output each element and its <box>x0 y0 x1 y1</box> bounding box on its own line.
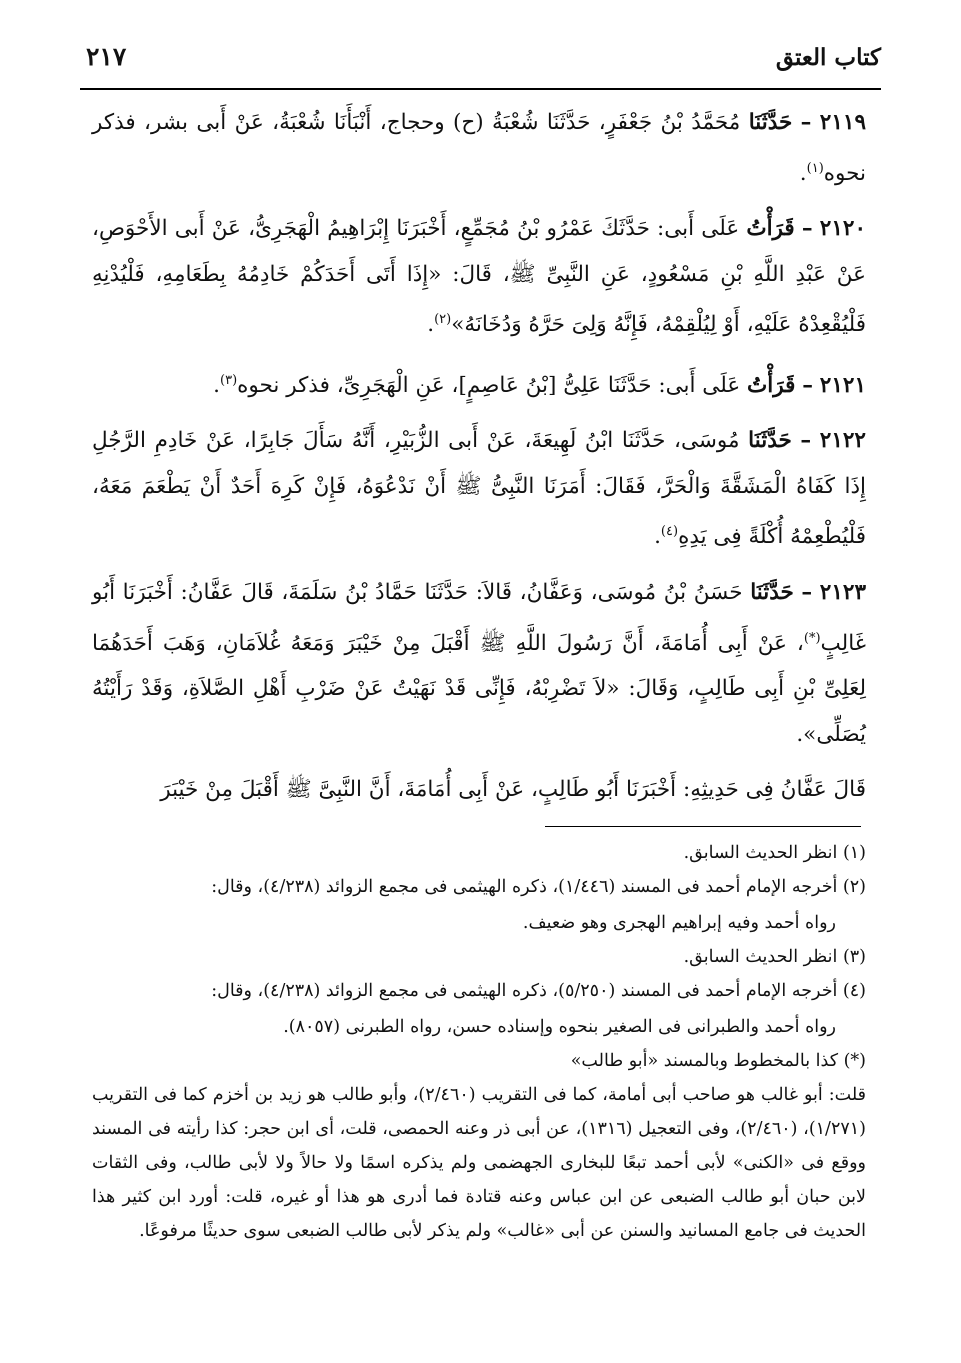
hadith-2123 <box>92 570 866 757</box>
commentary: قلت: أبو غالب هو صاحب أبى أمامة، كما فى التقريب (٢/٤٦٠)، وأبو طالب هو زيد بن أخزم كما فى التقريب (١/٢٧١)، (٢/٤٦٠)، وفى التعجيل (١٣١٦)، عن أبى ذر وعنه الحمصى، قلت، أى ابن حجر: كذا رأيته فى المسند ووقع فى «الكنى» لأبى أحمد تبعًا للبخارى الجهضمى ولم يذكره اسمًا ولا حالاً ولا لأبى طالب، وفى الثقات لابن حبان أبو طالب الضبعى عن ابن عباس وعنه قتادة فما أدرى هو هذا أو غيره، قلت: أورد ابن كثير هذا الحديث فى جامع المسانيد والسنن عن أبى «غالب» ولم يذكر لأبى طالب الضبعى سوى حديثًا مرفوعًا. <box>92 1085 866 1241</box>
footnotes <box>92 836 866 1248</box>
hadith-tail: . <box>654 524 661 550</box>
dash: – <box>801 216 813 242</box>
footnote-ref: (٢) <box>434 312 452 328</box>
footnote-2: (٢) أخرجه الإمام أحمد فى المسند (١/٤٤٦)، ذكره الهيثمى فى مجمع الزوائد (٤/٢٣٨)، وقال: <box>211 877 866 897</box>
hadith-2122 <box>92 418 866 560</box>
hadith-number: ٢١٢٢ <box>819 428 866 454</box>
hadith-text: حَسَنُ بْنُ مُوسَى، وَعَفَّانُ، قَالاَ: حَدَّثَنَا حَمَّادُ بْنُ سَلَمَةَ، قَالَ عَفَّانُ: أَخْبَرَنَا أَبُو غَالِبٍ <box>92 580 866 656</box>
hadith-tail: ، عَنْ أَبِى أُمَامَةَ، أَنَّ رَسُولَ اللَّهِ ﷺ أَقْبَلَ مِنْ خَيْبَرَ وَمَعَهُ غُلاَمَانِ، وَهَبَ أَحَدَهُمَا لِعَلِىِّ بْنِ أَبِى طَالِبٍ، وَقَالَ: «لاَ تَضْرِبْهُ، فَإِنِّى قَدْ نَهَيْتُ عَنْ ضَرْبِ أَهْلِ الصَّلاَةِ، وَقَدْ رَأَيْتُهُ يُصَلِّى». <box>92 630 866 747</box>
dash: – <box>801 580 813 606</box>
header-rule <box>80 88 881 90</box>
hadith-tail: . <box>799 160 807 186</box>
hadith-lead: قَرَأْتُ <box>746 216 795 242</box>
hadith-continuation: قَالَ عَفَّانُ فِى حَدِيثِهِ: أَخْبَرَنَا أَبُو طَالِبٍ، عَنْ أَبِى أُمَامَةَ، أَنَّ النَّبِىَّ ﷺ أَقْبَلَ مِنْ خَيْبَرَ <box>160 777 866 803</box>
footnote-ref: (١) <box>806 160 824 176</box>
footnote-1: (١) انظر الحديث السابق. <box>683 843 866 863</box>
dash: – <box>800 110 812 135</box>
footnote-star: (*) كذا بالمخطوط وبالمسند «أبو طالب» <box>570 1051 866 1071</box>
main-text <box>92 100 866 823</box>
dash: – <box>802 372 813 398</box>
hadith-number: ٢١٢٣ <box>819 580 866 606</box>
footnote-4-note: رواه أحمد والطبرانى فى الصغير بنحوه وإسناده حسن، رواه الطبرنى (٨٠٥٧). <box>283 1017 836 1037</box>
hadith-2121 <box>92 358 866 409</box>
footnote-separator <box>545 826 861 827</box>
hadith-text: مُوسَى، حَدَّثَنَا ابْنُ لَهِيعَةَ، عَنْ أَبى الزُّبَيْرِ، أَنَّهُ سَأَلَ جَابِرًا، عَنْ خَادِمِ الرَّجُلِ إِذَا كَفَاهُ الْمَشَقَّةَ وَالْحَرَّ، فَقَالَ: أَمَرَنَا النَّبِىُّ ﷺ أَنْ نَدْعُوَهُ، فَإِنْ كَرِهَ أَحَدٌ أَنْ يَطْعَمَ مَعَهُ، فَلْيُطْعِمْهُ أُكْلَةً فِى يَدِهِ <box>92 428 866 550</box>
dash: – <box>800 428 812 454</box>
footnote-3: (٣) انظر الحديث السابق. <box>683 947 866 967</box>
footnote-4: (٤) أخرجه الإمام أحمد فى المسند (٥/٢٥٠)، ذكره الهيثمى فى مجمع الزوائد (٤/٢٣٨)، وقال: <box>211 981 866 1001</box>
page-number: ٢١٧ <box>86 42 127 71</box>
hadith-lead: حَدَّثَنَا <box>748 428 792 454</box>
hadith-lead: حَدَّثَنَا <box>750 580 794 606</box>
hadith-lead: قَرَأْتُ <box>747 372 796 398</box>
hadith-tail: . <box>213 372 220 398</box>
book-title: كتاب العتق <box>775 44 881 71</box>
hadith-number: ٢١٢١ <box>819 372 866 398</box>
footnote-ref: (٣) <box>220 372 238 388</box>
page-header <box>80 38 881 86</box>
hadith-text: عَلَى أَبى: حَدَّثَنَا عَلِىُّ [بْنُ عَاصِمٍ]، عَنِ الْهَجَرِىِّ، فذكر نحوه <box>237 372 741 398</box>
hadith-tail: . <box>427 312 435 338</box>
hadith-text: عَلَى أَبى: حَدَّثَكَ عَمْرُو بْنُ مُجَمِّعٍ، أَخْبَرَنَا إِبْرَاهِيمُ الْهَجَرِىُّ، عَنْ أَبى الأَحْوَصِ، عَنْ عَبْدِ اللَّهِ بْنِ مَسْعُودٍ، عَنِ النَّبِىِّ ﷺ، قَالَ: «إِذَا أَتَى أَحَدَكُمْ خَادِمُهُ بِطَعَامِهِ، فَلْيُدْنِهِ فَلْيُقْعِدْهُ عَلَيْهِ، أَوْ لِيُلْقِمْهُ، فَإِنَّهُ وَلِىَ حَرَّهُ وَدُخَانَهُ» <box>92 216 866 338</box>
footnote-ref: (٤) <box>660 524 679 540</box>
hadith-lead: حَدَّثَنَا <box>748 110 793 135</box>
footnote-ref: (*) <box>803 630 821 646</box>
hadith-text: مُحَمَّدُ بْنُ جَعْفَرٍ، حَدَّثَنَا شُعْبَةُ (ح) وحجاج، أَنْبَأَنَا شُعْبَةُ، عَنْ أَبى بشر، فذكر نحوه <box>92 110 866 186</box>
footnote-2-note: رواه أحمد وفيه إبراهيم الهجرى وهو ضعيف. <box>522 913 836 933</box>
hadith-2119 <box>92 100 866 196</box>
hadith-number: ٢١٢٠ <box>819 216 866 242</box>
hadith-number: ٢١١٩ <box>819 110 866 135</box>
hadith-2120 <box>92 206 866 348</box>
